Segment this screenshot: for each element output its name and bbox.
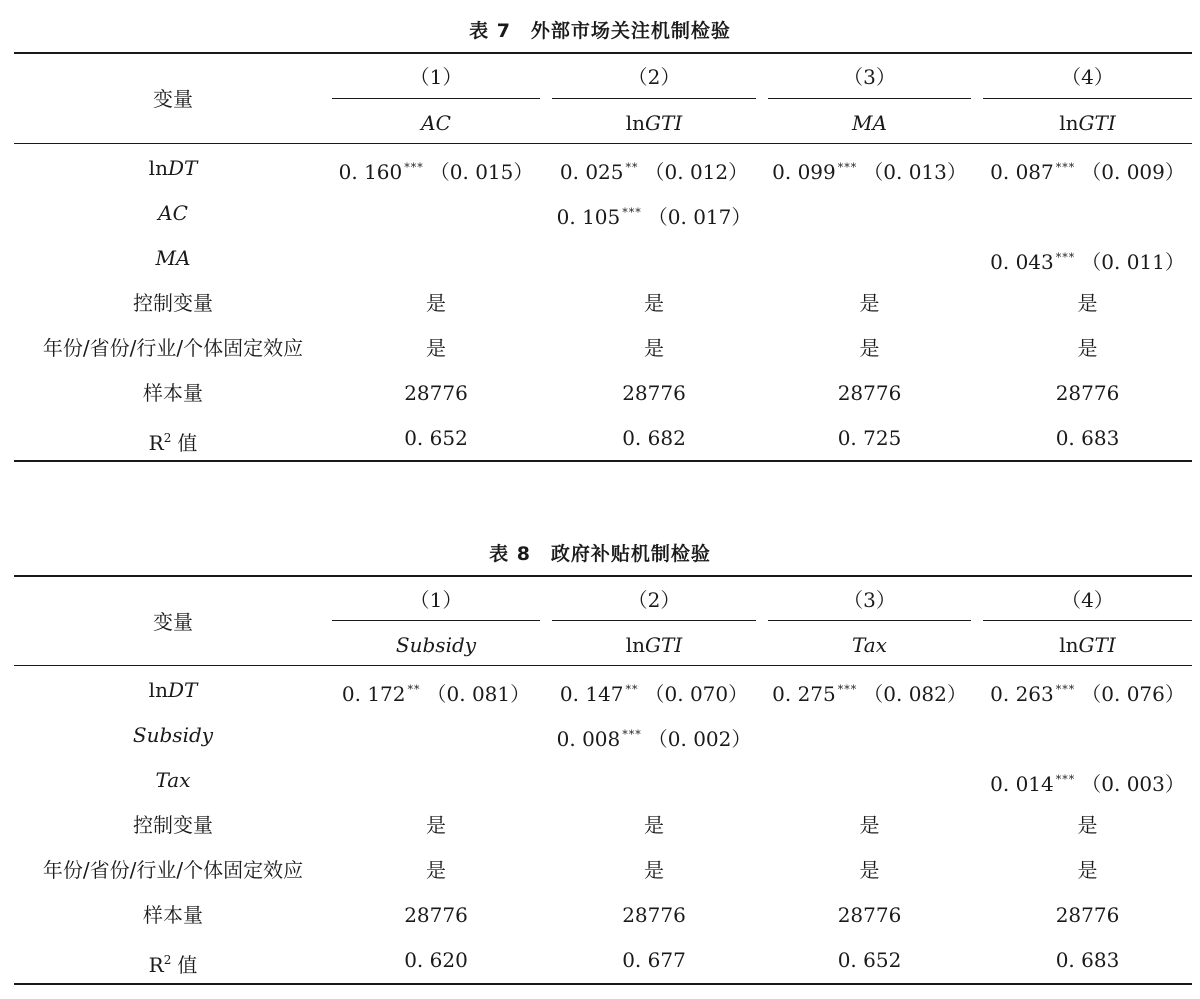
value-cell: 0. 677	[622, 948, 686, 972]
dep-var-3: MA	[852, 111, 887, 135]
value-cell: 28776	[1055, 903, 1120, 927]
yes-cell: 是	[426, 291, 446, 315]
col-subrule	[552, 98, 756, 99]
coef-cell: 0. 172 ** （0. 081）	[341, 682, 531, 706]
bottom-rule	[14, 460, 1192, 462]
value-cell: 0. 725	[837, 426, 902, 450]
row-label-lndt: lnDT	[148, 678, 198, 702]
coef-cell: 0. 263 *** （0. 076）	[990, 682, 1185, 706]
coef-cell: 0. 105 *** （0. 017）	[556, 205, 752, 229]
col-subrule	[768, 620, 971, 621]
value-cell: 0. 652	[837, 948, 902, 972]
yes-cell: 是	[644, 813, 664, 837]
dep-var-2: lnGTI	[625, 111, 683, 135]
top-rule	[14, 575, 1192, 577]
header-rule	[14, 143, 1192, 144]
variable-header: 变量	[153, 87, 193, 111]
row-label-mech2: Tax	[155, 768, 191, 792]
dep-var-1: Subsidy	[395, 633, 477, 657]
value-cell: 28776	[404, 903, 468, 927]
value-cell: 0. 683	[1055, 426, 1120, 450]
row-label-sample-size: 样本量	[143, 381, 203, 405]
row-label-controls: 控制变量	[133, 813, 213, 837]
coef-cell: 0. 014 *** （0. 003）	[990, 772, 1185, 796]
col-subrule	[983, 620, 1192, 621]
dep-var-4: lnGTI	[1059, 633, 1116, 657]
value-cell: 0. 652	[404, 426, 468, 450]
coef-cell: 0. 275 *** （0. 082）	[772, 682, 967, 706]
row-label-mech1: AC	[158, 201, 188, 225]
col-number-3: （3）	[843, 65, 896, 89]
value-cell: 28776	[622, 903, 686, 927]
coef-cell: 0. 099 *** （0. 013）	[772, 160, 967, 184]
yes-cell: 是	[644, 291, 664, 315]
col-number-1: （1）	[409, 65, 463, 89]
yes-cell: 是	[859, 336, 880, 360]
yes-cell: 是	[1077, 291, 1098, 315]
col-subrule	[332, 620, 540, 621]
col-number-2: （2）	[627, 588, 681, 612]
coef-cell: 0. 043 *** （0. 011）	[990, 250, 1185, 274]
col-number-4: （4）	[1061, 65, 1114, 89]
col-number-2: （2）	[627, 65, 681, 89]
bottom-rule	[14, 983, 1192, 985]
row-label-fixed-effects: 年份/省份/行业/个体固定效应	[42, 858, 304, 882]
top-rule	[14, 52, 1192, 54]
value-cell: 28776	[1055, 381, 1120, 405]
coef-cell: 0. 008 *** （0. 002）	[556, 727, 752, 751]
row-label-mech1: Subsidy	[132, 723, 214, 747]
col-number-3: （3）	[843, 588, 896, 612]
col-subrule	[768, 98, 971, 99]
value-cell: 0. 620	[404, 948, 468, 972]
dep-var-2: lnGTI	[625, 633, 683, 657]
yes-cell: 是	[644, 858, 664, 882]
coef-cell: 0. 025 ** （0. 012）	[559, 160, 749, 184]
value-cell: 28776	[622, 381, 686, 405]
value-cell: 0. 683	[1055, 948, 1120, 972]
col-subrule	[983, 98, 1192, 99]
table-title: 表 8 政府补贴机制检验	[489, 543, 711, 565]
col-number-1: （1）	[409, 588, 463, 612]
col-number-4: （4）	[1061, 588, 1114, 612]
row-label-lndt: lnDT	[148, 156, 198, 180]
yes-cell: 是	[1077, 858, 1098, 882]
header-rule	[14, 665, 1192, 666]
yes-cell: 是	[644, 336, 664, 360]
coef-cell: 0. 087 *** （0. 009）	[990, 160, 1185, 184]
col-subrule	[552, 620, 756, 621]
row-label-r2: $R^2$ 值	[148, 431, 198, 455]
value-cell: 28776	[404, 381, 468, 405]
yes-cell: 是	[859, 813, 880, 837]
dep-var-1: AC	[421, 111, 451, 135]
row-label-controls: 控制变量	[133, 291, 213, 315]
variable-header: 变量	[153, 610, 193, 634]
dep-var-4: lnGTI	[1059, 111, 1116, 135]
yes-cell: 是	[426, 813, 446, 837]
coef-cell: 0. 147 ** （0. 070）	[559, 682, 749, 706]
dep-var-3: Tax	[852, 633, 887, 657]
row-label-r2: $R^2$ 值	[148, 953, 198, 977]
value-cell: 0. 682	[622, 426, 686, 450]
table-title: 表 7 外部市场关注机制检验	[469, 20, 731, 42]
coef-cell: 0. 160 *** （0. 015）	[338, 160, 534, 184]
row-label-fixed-effects: 年份/省份/行业/个体固定效应	[42, 336, 304, 360]
value-cell: 28776	[837, 381, 902, 405]
yes-cell: 是	[1077, 813, 1098, 837]
yes-cell: 是	[859, 291, 880, 315]
col-subrule	[332, 98, 540, 99]
yes-cell: 是	[1077, 336, 1098, 360]
row-label-mech2: MA	[155, 246, 191, 270]
row-label-sample-size: 样本量	[143, 903, 203, 927]
yes-cell: 是	[426, 858, 446, 882]
yes-cell: 是	[426, 336, 446, 360]
yes-cell: 是	[859, 858, 880, 882]
value-cell: 28776	[837, 903, 902, 927]
